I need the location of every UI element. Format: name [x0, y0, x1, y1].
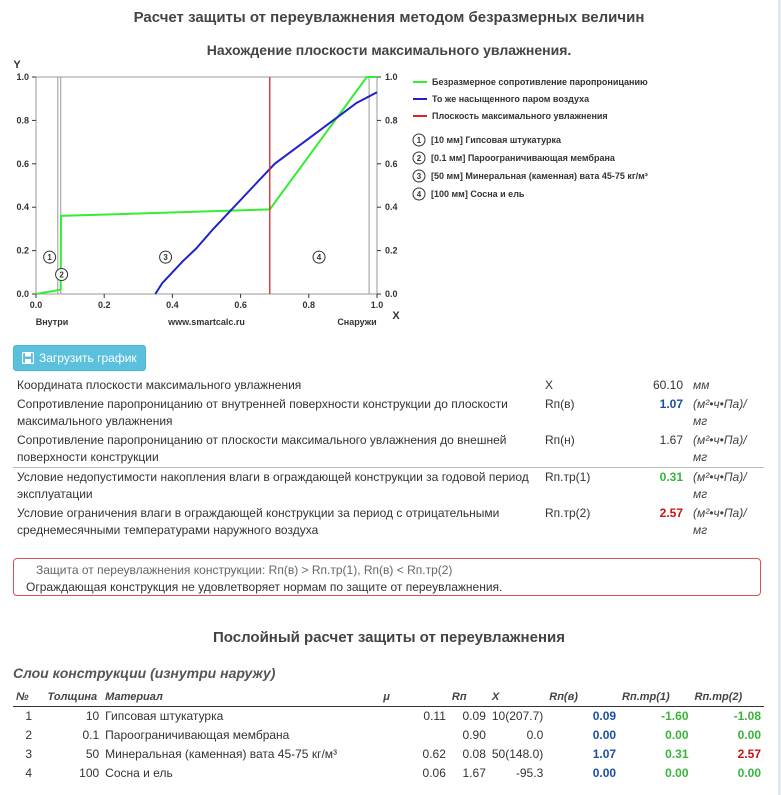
y-tick-label-right: 0.4	[385, 202, 398, 213]
y-tick-label-right: 0.8	[385, 115, 398, 126]
layer-x: 10(207.7)	[491, 709, 544, 723]
result-description: Сопротивление паропроницанию от внутренней поверхности конструкции до плоскости максимального увлажнения	[17, 397, 508, 428]
layer-rp: 0.08	[462, 747, 486, 761]
layer-x: 0.0	[526, 728, 544, 742]
layer-number: 1	[25, 709, 33, 723]
legend-layer-number: 2	[416, 154, 422, 163]
y-tick-label: 0.6	[16, 158, 29, 169]
layer-rptr2: 0.00	[737, 728, 761, 742]
layer-row	[13, 764, 764, 783]
layers-header-cell: X	[489, 687, 546, 707]
layers-header-cell: Rп.тр(2)	[692, 687, 765, 707]
result-symbol: Rп.тр(1)	[541, 468, 609, 505]
moisture-chart	[0, 55, 778, 330]
series-line-2	[155, 92, 377, 294]
layer-material: Гипсовая штукатурка	[105, 709, 224, 723]
y-tick-label: 0.4	[16, 202, 29, 213]
layers-header-cell: Толщина	[45, 687, 103, 707]
result-symbol: Rп(в)	[545, 397, 575, 411]
layers-header-cell: Rп.тр(1)	[619, 687, 691, 707]
layer-marker-number: 4	[316, 253, 322, 263]
result-unit: (м²•ч•Па)/мг	[693, 433, 747, 464]
result-unit: (м²•ч•Па)/мг	[687, 468, 764, 505]
result-symbol: X	[545, 378, 554, 392]
result-unit: (м²•ч•Па)/мг	[693, 506, 747, 537]
x-tick-label: 0.8	[302, 300, 316, 310]
x-tick-label: 0.0	[29, 300, 43, 310]
layers-table	[13, 687, 764, 783]
result-alert	[13, 558, 761, 596]
layer-thickness: 10	[85, 709, 100, 723]
result-value: 60.10	[652, 378, 683, 392]
outside-label: Снаружи	[337, 317, 377, 327]
layer-row	[13, 726, 764, 745]
legend-layer-number: 4	[416, 190, 422, 199]
layer-x: 50(148.0)	[491, 747, 544, 761]
y-tick-label-right: 0.6	[385, 158, 398, 169]
page-title: Расчет защиты от переувлажнения методом безразмерных величин	[133, 9, 645, 26]
layer-rptr2: 0.00	[737, 766, 761, 780]
layer-rpv: 0.00	[592, 728, 617, 742]
y-tick-label: 0.2	[16, 245, 29, 256]
layer-thickness: 50	[85, 747, 100, 761]
results-table	[13, 376, 764, 540]
y-tick-label-right: 1.0	[385, 72, 398, 82]
layer-number: 2	[25, 728, 33, 742]
inside-label: Внутри	[35, 317, 69, 327]
layer-mu: 0.06	[422, 766, 446, 780]
layer-marker-number: 2	[59, 270, 64, 280]
layer-row	[13, 707, 764, 727]
layers-title: Слои конструкции (изнутри наружу)	[13, 665, 276, 681]
legend-label-2: То же насыщенного паром воздуха	[432, 94, 590, 104]
layer-rpv: 0.09	[592, 709, 617, 723]
legend-label-1: Безразмерное сопротивление паропроницанию	[432, 77, 648, 87]
layer-marker-number: 1	[47, 253, 52, 263]
layers-header-cell: Rп	[449, 687, 489, 707]
layers-header-cell: μ	[380, 687, 449, 707]
result-row	[13, 395, 764, 431]
alert-conclusion: Ограждающая конструкция не удовлетворяет нормам по защите от переувлажнения.	[26, 580, 503, 594]
result-value: 2.57	[659, 506, 683, 520]
layer-rp: 0.90	[462, 728, 486, 742]
y-tick-label: 0.8	[16, 115, 29, 126]
series-line-1	[36, 77, 377, 294]
layer-thickness: 0.1	[82, 728, 100, 742]
result-row	[13, 431, 764, 468]
layer-rptr1: -1.60	[661, 709, 689, 723]
result-symbol: Rп(н)	[545, 433, 575, 447]
layer-rptr1: 0.00	[665, 728, 689, 742]
legend-layer-label: [0.1 мм] Пароограничивающая мембрана	[431, 153, 615, 163]
layer-row	[13, 745, 764, 764]
layer-rptr2: 2.57	[737, 747, 761, 761]
layer-rptr1: 0.31	[665, 747, 689, 761]
result-description: Условие недопустимости накопления влаги в ограждающей конструкции за годовой период эксплуатации	[13, 468, 541, 505]
layer-rp: 1.67	[462, 766, 486, 780]
result-unit: (м²•ч•Па)/мг	[693, 397, 747, 428]
layer-material: Сосна и ель	[105, 766, 173, 780]
layers-header-cell: Материал	[102, 687, 380, 707]
layer-rpv: 1.07	[592, 747, 617, 761]
y-tick-label-right: 0.2	[385, 245, 398, 256]
result-unit: мм	[693, 378, 710, 392]
x-tick-label: 0.4	[166, 300, 179, 310]
result-description: Координата плоскости максимального увлажнения	[17, 378, 302, 392]
result-description: Условие ограничения влаги в ограждающей конструкции за период с отрицательными среднемесячными температурами наружного воздуха	[17, 506, 500, 537]
chart-title: Нахождение плоскости максимального увлажнения.	[206, 42, 572, 58]
save-icon	[22, 352, 34, 364]
layer-mu: 0.11	[423, 709, 446, 723]
y-axis-label: Y	[13, 59, 21, 71]
legend-label-3: Плоскость максимального увлажнения	[432, 111, 608, 121]
result-row	[13, 468, 764, 505]
layers-header-cell: Rп(в)	[546, 687, 619, 707]
result-value: 1.67	[659, 433, 683, 447]
legend-layer-label: [10 мм] Гипсовая штукатурка	[431, 135, 562, 145]
result-value: 0.31	[609, 468, 687, 505]
section-title: Послойный расчет защиты от переувлажнения	[212, 629, 565, 646]
alert-condition: Защита от переувлажнения конструкции: Rп(в) > Rп.тр(1), Rп(в) < Rп.тр(2)	[36, 563, 453, 577]
y-tick-label: 1.0	[16, 72, 29, 82]
x-axis-label: X	[392, 310, 400, 322]
legend-layer-label: [50 мм] Минеральная (каменная) вата 45-75 кг/м³	[431, 171, 648, 181]
layer-rptr1: 0.00	[665, 766, 689, 780]
result-row	[13, 376, 764, 395]
x-tick-label: 0.2	[97, 300, 111, 310]
legend-layer-number: 3	[416, 172, 422, 181]
layer-thickness: 100	[79, 766, 100, 780]
result-description: Сопротивление паропроницанию от плоскости максимального увлажнения до внешней поверхности конструкции	[17, 433, 507, 464]
y-tick-label: 0.0	[16, 289, 29, 299]
layer-x: -95.3	[515, 766, 544, 780]
y-tick-label-right: 0.0	[385, 289, 398, 299]
legend-layer-number: 1	[416, 136, 422, 145]
layer-material: Пароограничивающая мембрана	[105, 728, 290, 742]
layer-rpv: 0.00	[592, 766, 617, 780]
layers-header-cell: №	[13, 687, 45, 707]
legend-layer-label: [100 мм] Сосна и ель	[431, 189, 525, 199]
layer-number: 4	[25, 766, 33, 780]
layer-marker-number: 3	[163, 253, 168, 263]
result-row	[13, 504, 764, 540]
x-tick-label: 1.0	[370, 300, 384, 310]
result-value: 1.07	[659, 397, 683, 411]
layer-number: 3	[25, 747, 33, 761]
result-symbol: Rп.тр(2)	[545, 506, 591, 520]
layer-rptr2: -1.08	[733, 709, 761, 723]
layer-mu	[380, 726, 449, 745]
load-chart-button[interactable]	[13, 345, 146, 371]
layer-mu: 0.62	[422, 747, 446, 761]
plot-frame	[36, 77, 377, 294]
layer-material: Минеральная (каменная) вата 45-75 кг/м³	[105, 747, 338, 761]
site-label: www.smartcalc.ru	[168, 317, 245, 327]
load-chart-label: Загрузить график	[39, 351, 137, 365]
x-tick-label: 0.6	[234, 300, 247, 310]
layer-rp: 0.09	[462, 709, 486, 723]
